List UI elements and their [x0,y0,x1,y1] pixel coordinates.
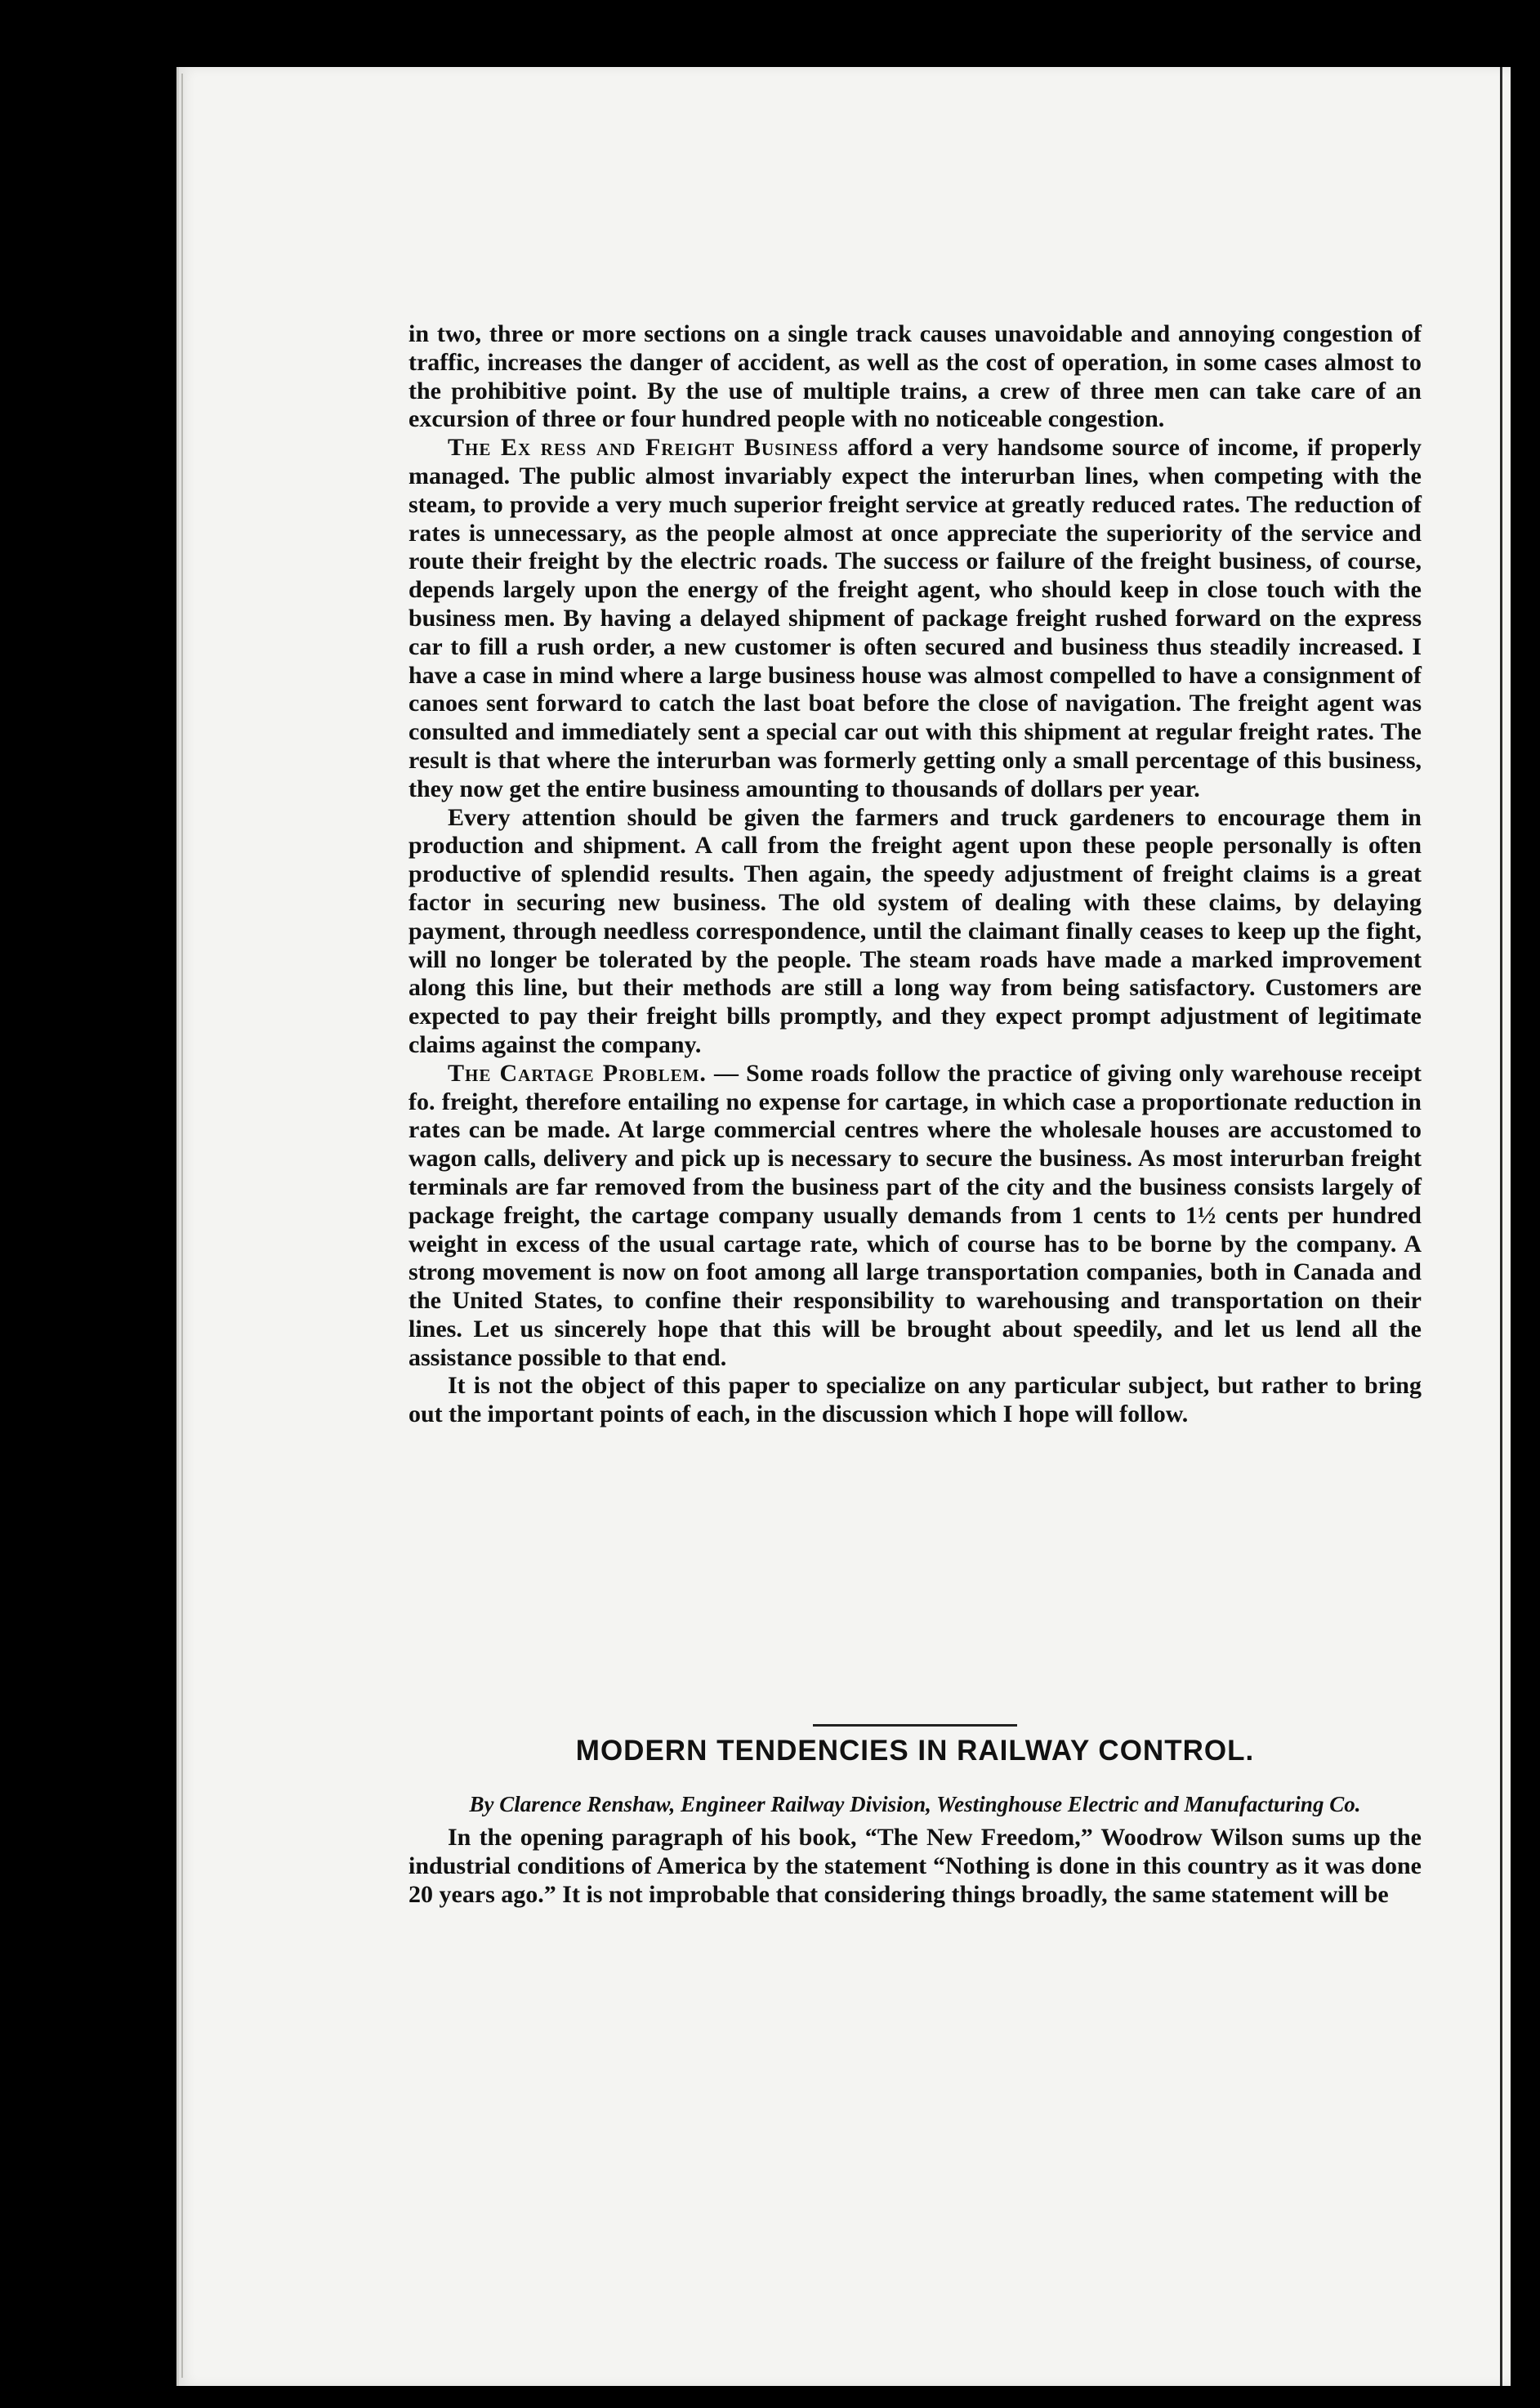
continued-article-text [408,320,1422,1429]
new-article [408,1724,1422,1909]
article-opening-paragraph: In the opening paragraph of his book, “The New Freedom,” Woodrow Wilson sums up the industrial conditions of America by the statement “Nothing is done in this country as it was done 20 years ago.” It is not improbable that considering things broadly, the same statement will be [408,1824,1422,1908]
article-byline: By Clarence Renshaw, Engineer Railway Division, Westinghouse Electric and Manufacturing Co. [469,1792,1361,1816]
article-title: MODERN TENDENCIES IN RAILWAY CONTROL. [575,1735,1255,1767]
paragraph-express-freight-text: afford a very handsome source of income, if properly managed. The public almost invariably expect the interurban lines, when competing with the steam, to provide a very much superior freight service at greatly reduced rates. The reduction of rates is unnecessary, as the people almost at once appreciate the superiority of the service and route their freight by the electric roads. The success or failure of the freight business, of course, depends largely upon the energy of the freight agent, who should keep in close touch with the business men. By having a delayed shipment of package freight rushed forward on the express car to fill a rush order, a new customer is often secured and business thus steadily increased. I have a case in mind where a large business house was almost compelled to have a consignment of canoes sent forward to catch the last boat before the close of navigation. The freight agent was consulted and immediately sent a special car out with this shipment at regular freight rates. The result is that where the interurban was formerly getting only a small percentage of this business, they now get the entire business amounting to thousands of dollars per year. [408,434,1422,802]
separator-rule [813,1724,1017,1727]
page-right-edge [1500,67,1502,2386]
paragraph-cartage-text: — Some roads follow the practice of giving only warehouse receipt fo. freight, therefore entailing no expense for cartage, in which case a proportionate reduction in rates can be made. At large commercial centres where the wholesale houses are accustomed to wagon calls, delivery and pick up is necessary to secure the business. As most interurban freight terminals are far removed from the business part of the city and the business consists largely of package freight, the cartage company usually demands from 1 cents to 1½ cents per hundred weight in excess of the usual cartage rate, which of course has to be borne by the company. A strong movement is now on foot among all large transportation companies, both in Canada and the United States, to confine their responsibility to warehousing and transportation on their lines. Let us sincerely hope that this will be brought about speedily, and let us lend all the assistance possible to that end. [408,1059,1422,1371]
article-body [408,1824,1422,1909]
paragraph-express-freight [408,434,1422,803]
paragraph-cartage [408,1060,1422,1373]
section-heading-express-freight: The Ex ress and Freight Business [448,434,839,462]
paragraph-excursion: in two, three or more sections on a single track causes unavoidable and annoying congestion of traffic, increases the danger of accident, as well as the cost of operation, in some cases almost to the prohibitive point. By the use of multiple trains, a crew of three men can take care of an excursion of three or four hundred people with no noticeable congestion. [408,320,1422,433]
paragraph-closing: It is not the object of this paper to specialize on any particular subject, but rather to bring out the important points of each, in the discussion which I hope will follow. [408,1372,1422,1428]
section-heading-cartage: The Cartage Problem. [448,1059,707,1087]
paragraph-farmers: Every attention should be given the farmers and truck gardeners to encourage them in production and shipment. A call from the freight agent upon these people personally is often productive of splendid results. Then again, the speedy adjustment of freight claims is a great factor in securing new business. The old system of dealing with these claims, by delaying payment, through needless correspondence, until the claimant finally ceases to keep up the fight, will no longer be tolerated by the people. The steam roads have made a marked improvement along this line, but their methods are still a long way from being satisfactory. Customers are expected to pay their freight bills promptly, and they expect prompt adjustment of legitimate claims against the company. [408,803,1422,1058]
page-fold-line [181,74,183,2378]
